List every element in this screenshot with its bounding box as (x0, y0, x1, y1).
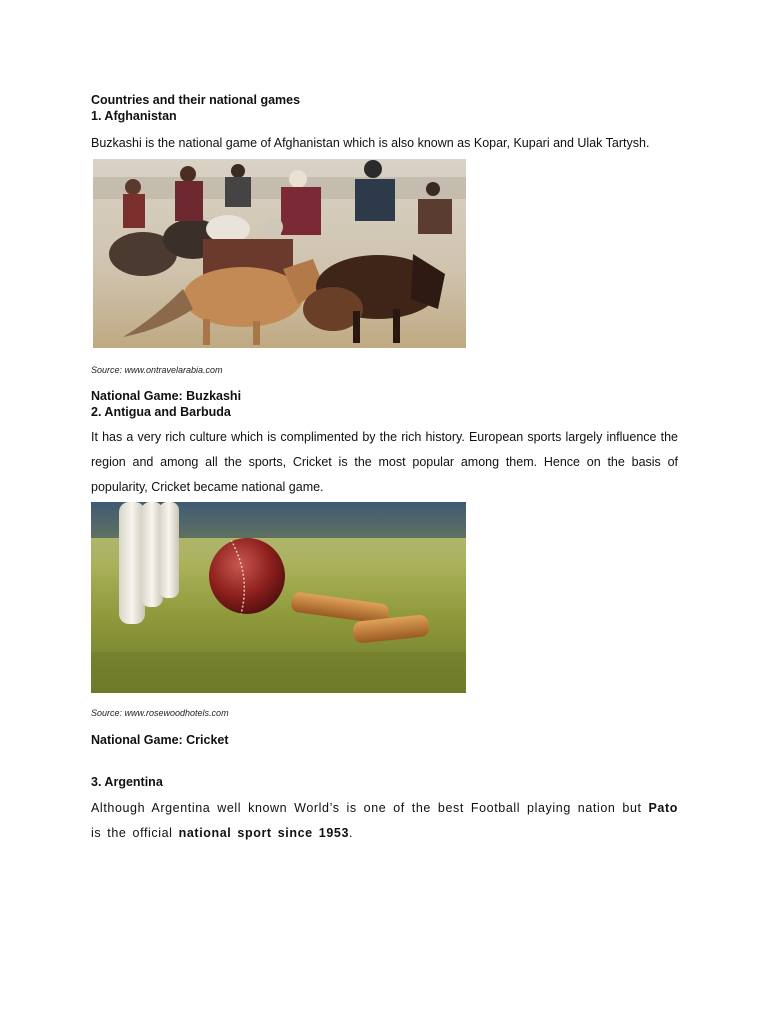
buzkashi-photo (93, 159, 466, 348)
cricket-photo (91, 502, 466, 693)
national-game-antigua: National Game: Cricket (91, 733, 229, 747)
section-heading-argentina: 3. Argentina (91, 775, 163, 789)
argentina-national-sport: national sport since 1953 (178, 826, 349, 840)
document-page (91, 92, 678, 846)
section-body-antigua: It has a very rich culture which is complimented by the rich history. European sports largely influence the region and among all the sports, Cricket is the most popular among them. Hence on the basis of popularity, Cricket became national game. (91, 430, 678, 494)
argentina-pato: Pato (648, 801, 678, 815)
image-source-antigua: Source: www.rosewoodhotels.com (91, 708, 229, 718)
section-body-afghanistan: Buzkashi is the national game of Afghanistan which is also known as Kopar, Kupari and Ulak Tartysh. (91, 136, 650, 150)
section-heading-afghanistan: 1. Afghanistan (91, 109, 177, 123)
argentina-text-3: . (349, 826, 354, 840)
national-game-afghanistan: National Game: Buzkashi (91, 389, 242, 403)
image-source-afghanistan: Source: www.ontravelarabia.com (91, 365, 223, 375)
argentina-text-1: Although Argentina well known World’s is one of the best Football playing nation but (91, 801, 649, 815)
argentina-text-2: is the official (91, 826, 179, 840)
section-body-argentina (91, 796, 678, 846)
section-heading-antigua: 2. Antigua and Barbuda (91, 405, 231, 419)
document-title: Countries and their national games (91, 93, 301, 107)
